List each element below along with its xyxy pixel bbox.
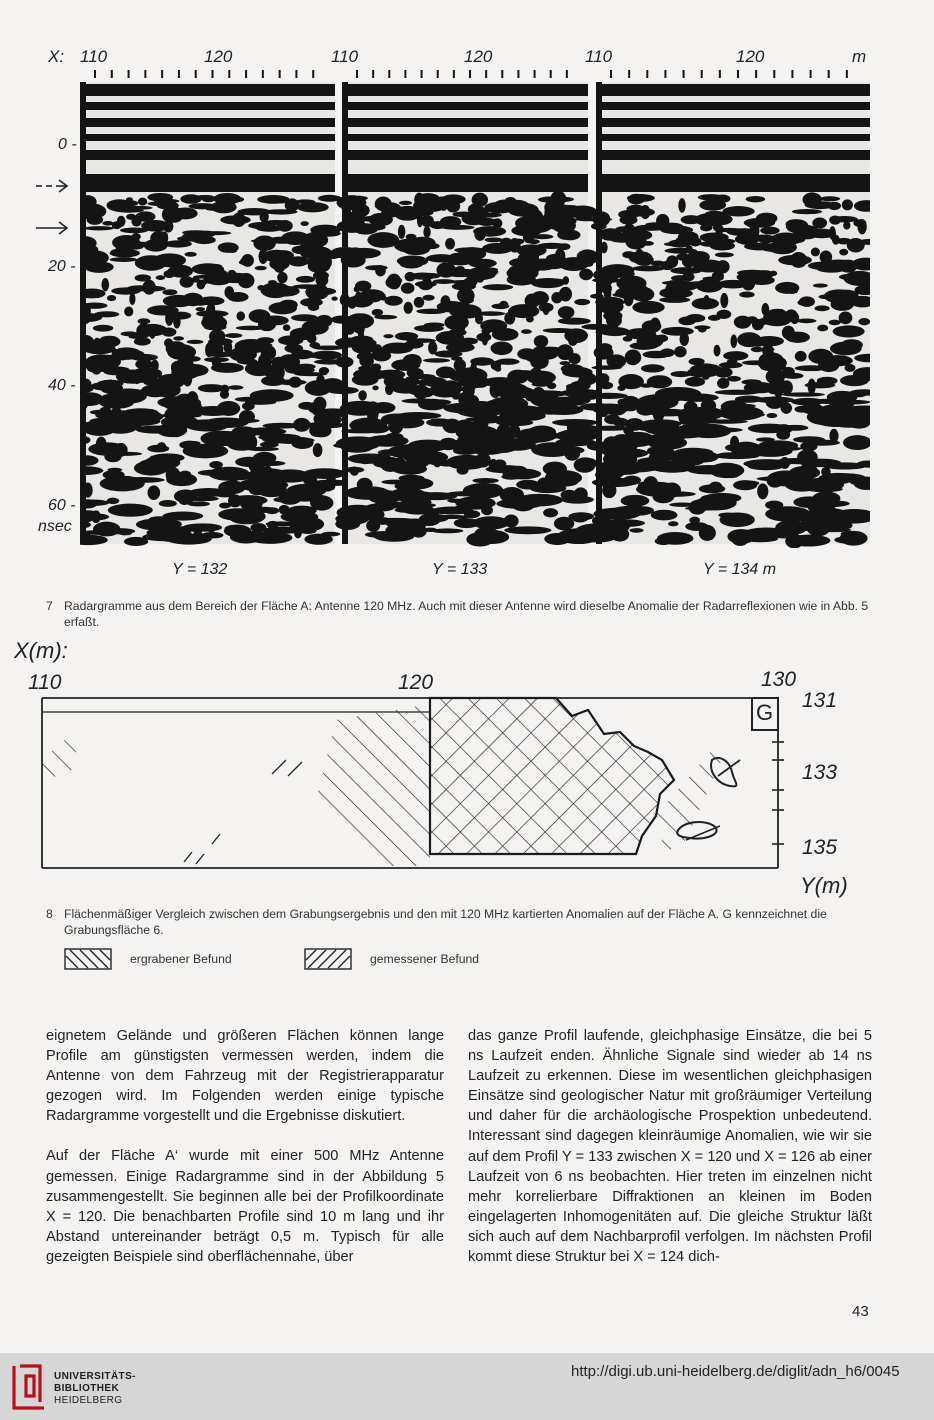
paragraph: eignetem Gelände und größeren Flächen können lange Profile am günstigsten vermessen werden, indem die Antenne von dem Fahrzeug mit der Registrierapparatur gezogen wird. Im Folgenden werden einige typische Radargramme vorgestellt und die Ergebnisse diskutiert.	[46, 1028, 444, 1125]
panel-label-y134: Y = 134 m	[703, 561, 777, 578]
library-name-line2: BIBLIOTHEK	[54, 1383, 120, 1394]
fig8-x-tick: 120	[398, 671, 434, 694]
fig8-y-title: Y(m)	[800, 873, 848, 898]
radargram-panels	[80, 62, 870, 548]
fig7-y-tick: 20 -	[48, 258, 76, 275]
radargram-panel	[326, 70, 603, 547]
fig8-caption-number: 8	[46, 907, 53, 921]
fig7-x-tick: 120	[204, 47, 233, 66]
radargram-panel	[575, 70, 870, 548]
paragraph: Auf der Fläche A‘ wurde mit einer 500 MHz Antenne gemessen. Einige Radargramme sind in der Abbildung 5 zusammengestellt. Sie beginnen alle bei der Profilkoordinate X = 120. Die benachbarten Profile sind 10 m lang und ihr Abstand untereinander beträgt 0,5 m. Typisch für alle gezeigten Beispiele sind oberflächennahe, über	[46, 1148, 444, 1265]
excavated-area	[430, 698, 674, 854]
library-logo-icon	[10, 1362, 48, 1412]
excavation-map	[36, 690, 806, 900]
measured-anomaly-small	[42, 730, 76, 782]
paragraph: das ganze Profil laufende, gleichphasige Einsätze, die bei 5 ns Laufzeit enden. Ähnliche Signale sind wieder ab 14 ns Laufzeit zu erkennen. Diese im wesentlichen gleichphasigen Einsätze sind geologischer Natur mit großräumiger Verteilung und daher für die archäologische Prospektion unbedeutend. Interessant sind dagegen kleinräumige Anomalien, wie wir sie auf dem Profil Y = 133 zwischen X = 120 und X = 126 ab einer Laufzeit von 6 ns beobachten. Hier treten im einzelnen nicht mehr korrelierbare Diffraktionen an kleinen im Boden eingelagerten Inhomogenitäten auf. Die gleiche Struktur läßt sich auch auf dem Nachbarprofil verfolgen. Im nächsten Profil kommt diese Struktur bei X = 124 dich-	[468, 1028, 872, 1266]
fig8-x-tick: 130	[761, 668, 797, 691]
text-column-right	[468, 1026, 872, 1287]
fig8-y-tick: 131	[802, 689, 838, 712]
fig7-caption: Radargramme aus dem Bereich der Fläche A: Antenne 120 MHz. Auch mit dieser Antenne wird dieselbe Anomalie der Radarreflexionen wie in Abb. 5 erfaßt.	[64, 599, 869, 629]
fig7-y-tick: 40 -	[48, 377, 76, 394]
panel-label-y132: Y = 132	[172, 561, 228, 578]
legend-measured-label: gemessener Befund	[370, 952, 480, 966]
source-url-link[interactable]: http://digi.ub.uni-heidelberg.de/diglit/adn_h6/0045	[571, 1363, 900, 1380]
fig8-caption: Flächenmäßiger Vergleich zwischen dem Grabungsergebnis und den mit 120 MHz kartierten Anomalien auf der Fläche A. G kennzeichnet die Grabungsfläche 6.	[64, 907, 827, 937]
fig7-caption-number: 7	[46, 599, 53, 613]
fig7-x-tick: 110	[80, 47, 108, 66]
fig7-x-tick: 110	[585, 47, 613, 66]
fig8-x-tick: 110	[28, 671, 62, 694]
measured-anomaly-area	[316, 704, 430, 866]
text-column-left	[46, 1026, 444, 1287]
panel-label-y133: Y = 133	[432, 561, 488, 578]
page-number: 43	[852, 1303, 869, 1320]
library-name-line3: HEIDELBERG	[54, 1395, 123, 1406]
fig8-y-tick: 133	[802, 761, 838, 784]
fig7-x-tick: 110	[331, 47, 359, 66]
legend-excavated-label: ergrabener Befund	[130, 952, 232, 966]
library-name-line1: UNIVERSITÄTS-	[54, 1371, 136, 1382]
fig7-x-tick: 120	[736, 47, 765, 66]
fig7-y-tick: 60 -	[48, 497, 76, 514]
fig7-x-tick: 120	[464, 47, 493, 66]
fig8-y-tick: 135	[802, 836, 838, 859]
fig7-arrows	[34, 176, 74, 236]
fig8-x-title: X(m):	[14, 638, 68, 663]
fig7-x-label: X:	[48, 47, 65, 66]
radargram-panel	[80, 70, 353, 546]
legend-measured-swatch	[304, 948, 352, 970]
area-g-label: G	[756, 700, 774, 725]
legend-excavated-swatch	[64, 948, 112, 970]
fig7-y-unit: nsec	[38, 518, 72, 535]
fig7-y-tick: 0 -	[58, 136, 77, 153]
fig7-x-unit: m	[852, 47, 867, 66]
